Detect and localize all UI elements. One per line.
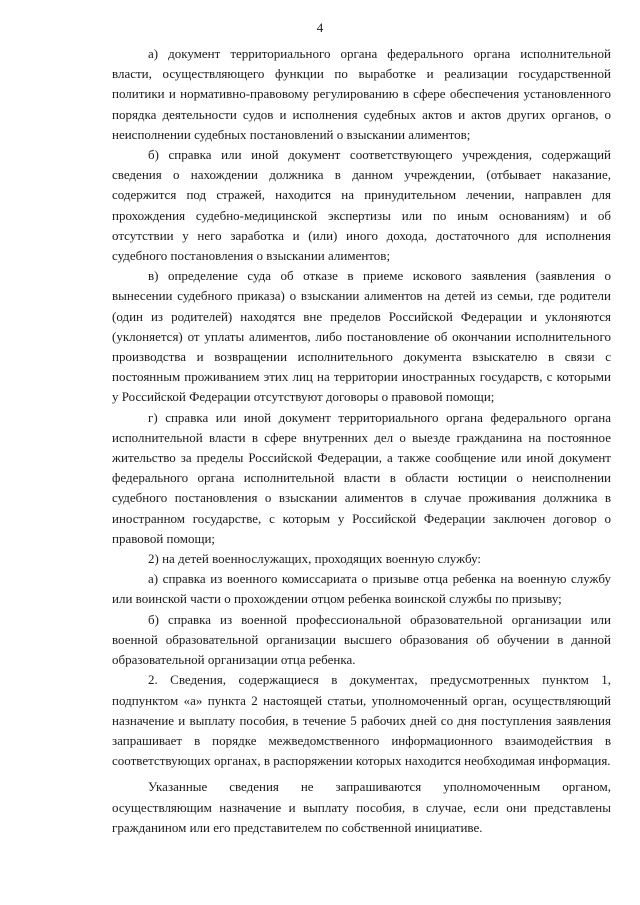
- paragraph-2-interagency-request: 2. Сведения, содержащиеся в документах, предусмотренных пунктом 1, подпунктом «а» пункта 2 настоящей статьи, уполномоченный орган, осуществляющий назначение и выплату пособия, в течение 5 рабочих дней со дня поступления заявления запрашивает в порядке межведомственного информационного взаимодействия в соответствующих органах, в распоряжении которых находится необходимая информация.: [112, 672, 611, 769]
- paragraph-b-military-education: б) справка из военной профессиональной образовательной организации или военной образовательной организации высшего образования об обучении в данной образовательной организации отца ребенка.: [112, 611, 611, 668]
- paragraph-a-military-commissariat: а) справка из военного комиссариата о призыве отца ребенка на военную службу или воинской части о прохождении отцом ребенка воинской службы по призыву;: [112, 571, 611, 607]
- paragraph-2-military-children: 2) на детей военнослужащих, проходящих военную службу:: [148, 551, 482, 567]
- page-number: 4: [316, 20, 324, 35]
- paragraph-g-internal-affairs-certificate: г) справка или иной документ территориального органа федерального органа исполнительной власти в сфере внутренних дел о выезде гражданина на постоянное жительство за пределы Российской Федерации, а также сообщение или иной документ федерального органа исполнительной власти в области юстиции о неисполнении судебного постановления о взыскании алиментов в случае проживания должника в иностранном государстве, с которым у Российской Федерации заключен договор о правовой помощи;: [112, 409, 611, 546]
- paragraph-b-institution-certificate: б) справка или иной документ соответствующего учреждения, содержащий сведения о нахождении должника в данном учреждении, (отбывает наказание, содержится под стражей, находится на принудительном лечении, направлен для прохождения судебно-медицинской экспертизы или по иным основаниям) и об отсутствии у него заработка и (или) иного дохода, достаточного для исполнения судебного постановления о взыскании алиментов;: [112, 147, 611, 264]
- paragraph-own-initiative-note: Указанные сведения не запрашиваются уполномоченным органом, осуществляющим назначение и выплату пособия, в случае, если они представлены гражданином или его представителем по собственной инициативе.: [112, 779, 611, 835]
- paragraph-v-court-ruling: в) определение суда об отказе в приеме искового заявления (заявления о вынесении судебного приказа) о взыскании алиментов на детей из семьи, где родители (один из родителей) находятся вне пределов Российской Федерации и уклоняются (уклоняется) от уплаты алиментов, либо постановление об окончании исполнительного производства и возвращении исполнительного документа взыскателю в связи с постоянным проживанием этих лиц на территории иностранных государств, с которыми у Российской Федерации отсутствуют договоры о правовой помощи;: [112, 268, 611, 405]
- paragraph-a-territorial-body-document: а) документ территориального органа федерального органа исполнительной власти, осуществляющего функции по выработке и реализации государственной политики и нормативно-правовому регулированию в сфере обеспечения установленного порядка деятельности судов и исполнения судебных актов и актов других органов, о неисполнении судебных постановлений о взыскании алиментов;: [112, 46, 611, 142]
- document-body: [112, 44, 611, 838]
